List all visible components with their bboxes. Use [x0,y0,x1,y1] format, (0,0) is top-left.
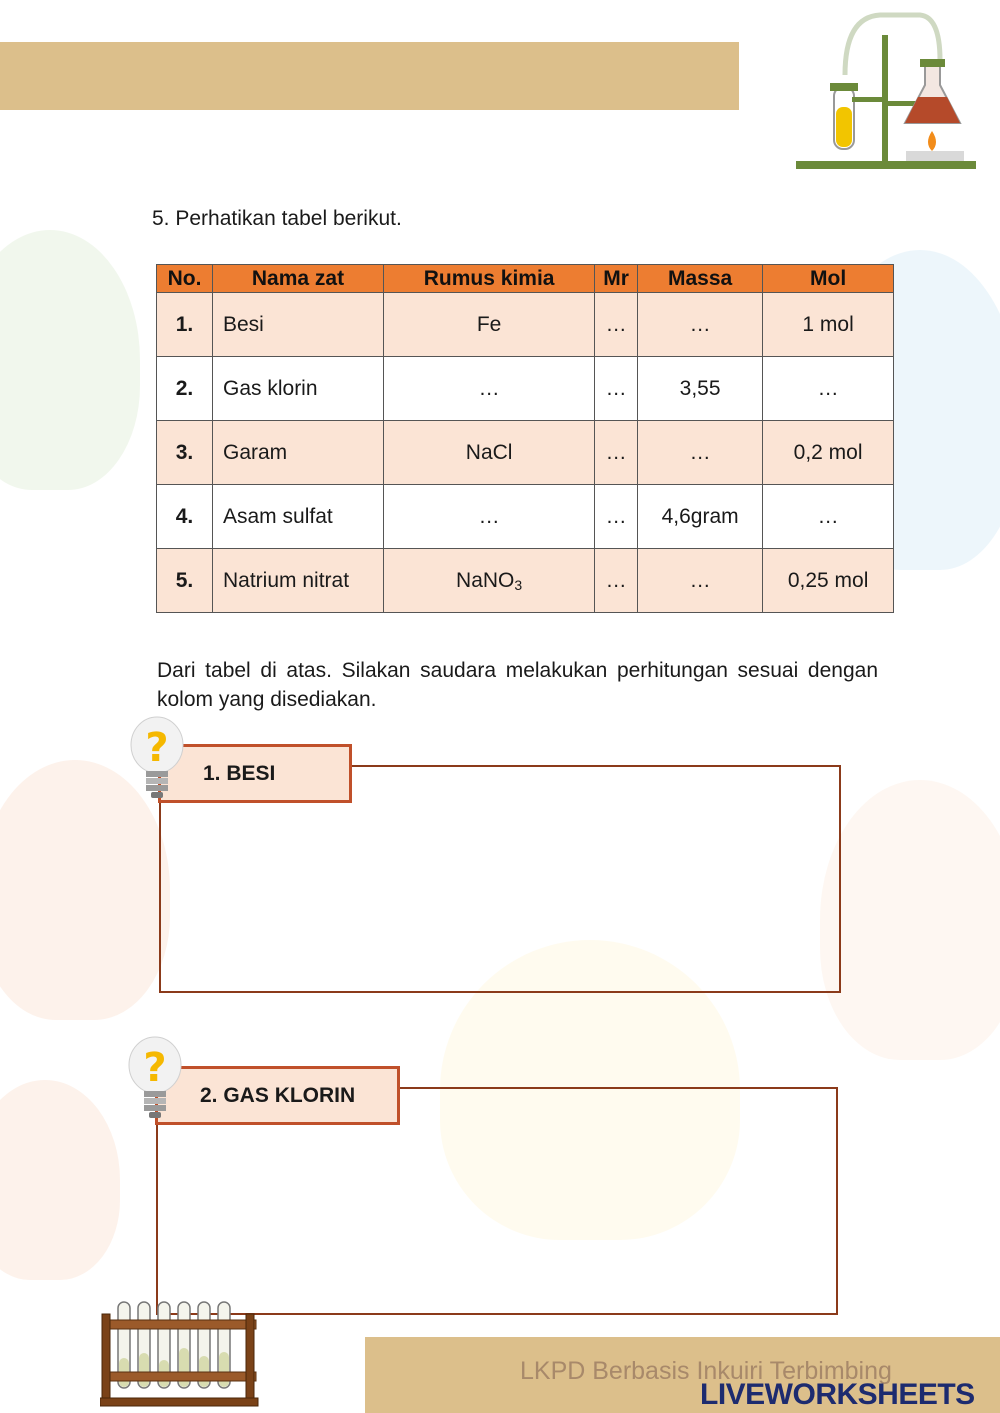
mass-value: … [638,293,763,357]
answer-label-besi [158,744,352,803]
row-number: 4. [157,485,213,549]
column-header: Rumus kimia [384,265,595,293]
background-flask-decoration [820,780,1000,1060]
substance-name: Garam [213,421,384,485]
header-band [0,42,739,110]
question-intro: 5. Perhatikan tabel berikut. [152,207,402,230]
substance-name: Besi [213,293,384,357]
table-row [157,357,894,421]
mol-value: … [763,357,894,421]
substance-name: Asam sulfat [213,485,384,549]
instruction-text: Dari tabel di atas. Silakan saudara melakukan perhitungan sesuai dengan kolom yang disediakan. [157,659,878,711]
substance-name: Gas klorin [213,357,384,421]
mr-value: … [595,357,638,421]
mass-value: 4,6gram [638,485,763,549]
footer-text: LKPD Berbasis Inkuiri Terbimbing [520,1357,892,1385]
answer-label-text: 1. BESI [203,761,276,785]
answer-label-text: 2. GAS KLORIN [200,1083,356,1107]
column-header: Mr [595,265,638,293]
liveworksheets-logo-icon[interactable] [700,1378,975,1412]
mr-value: … [595,293,638,357]
test-tube-rack-icon [100,1298,260,1410]
mr-value: … [595,549,638,613]
mr-value: … [595,421,638,485]
svg-text:?: ? [143,1045,167,1091]
formula-main: NaNO [456,568,515,592]
lightbulb-question-icon [130,715,184,803]
svg-text:?: ? [145,725,169,771]
mass-value: … [638,549,763,613]
answer-label-gas-klorin [155,1066,400,1125]
row-number: 1. [157,293,213,357]
mol-value: 1 mol [763,293,894,357]
mol-value: … [763,485,894,549]
column-header: Mol [763,265,894,293]
substance-name: Natrium nitrat [213,549,384,613]
table-row [157,549,894,613]
background-flask-decoration [0,1080,120,1280]
table-row [157,485,894,549]
row-number: 3. [157,421,213,485]
chemical-formula: Fe [384,293,595,357]
chemical-formula: NaCl [384,421,595,485]
column-header: Nama zat [213,265,384,293]
column-header: No. [157,265,213,293]
brand-text: LIVEWORKSHEETS [700,1378,975,1411]
mass-value: … [638,421,763,485]
formula-subscript: 3 [514,576,523,593]
lightbulb-question-icon [128,1035,182,1123]
background-flask-decoration [0,230,140,490]
table-header-row [157,265,894,293]
chemical-formula [384,549,595,613]
mr-value: … [595,485,638,549]
mass-value: 3,55 [638,357,763,421]
chemical-formula: … [384,357,595,421]
row-number: 5. [157,549,213,613]
table-row [157,293,894,357]
row-number: 2. [157,357,213,421]
mol-value: 0,25 mol [763,549,894,613]
lab-apparatus-icon [790,5,980,175]
table-row [157,421,894,485]
mol-value: 0,2 mol [763,421,894,485]
column-header: Massa [638,265,763,293]
data-table [156,264,894,613]
chemical-formula: … [384,485,595,549]
